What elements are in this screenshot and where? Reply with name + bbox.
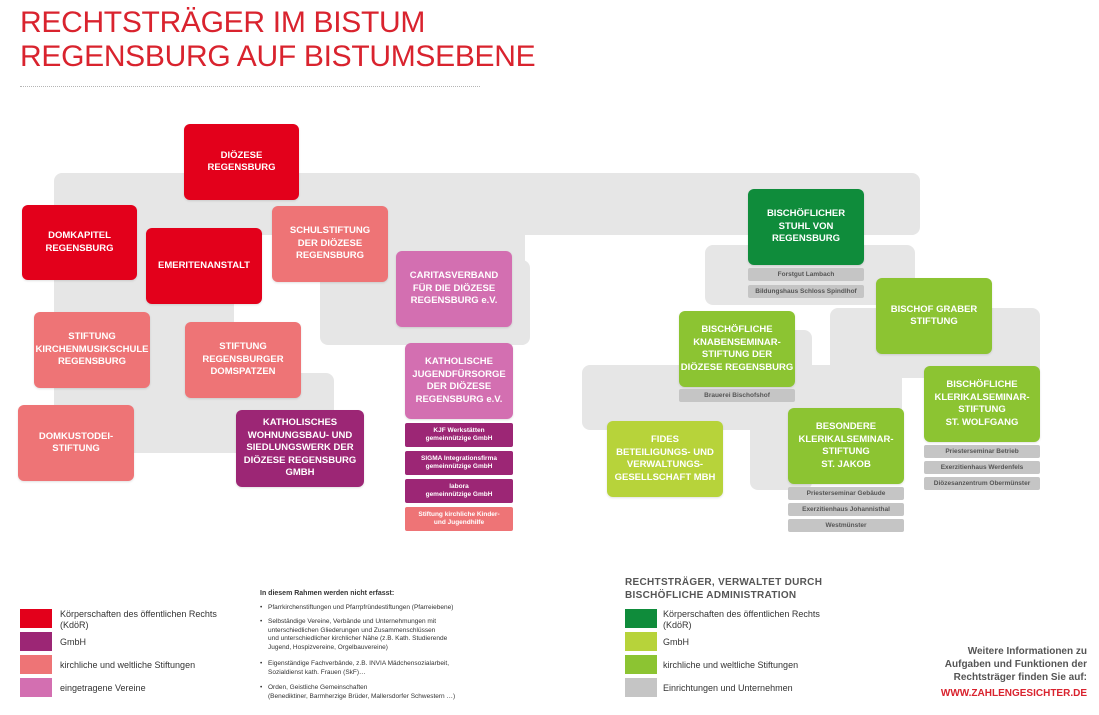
forstgut-box: Forstgut Lambach xyxy=(748,268,864,281)
dioezesanzentrum-box: Diözesanzentrum Obermünster xyxy=(924,477,1040,490)
domkapitel-box: DOMKAPITEL REGENSBURG xyxy=(22,205,137,280)
legend-label-kdoer: Körperschaften des öffentlichen Rechts (KdöR) xyxy=(60,609,217,630)
title-divider xyxy=(20,86,480,87)
kjf-werkstaetten-box: KJF Werkstätten gemeinnützige GmbH xyxy=(405,423,513,447)
dioezese-box: DIÖZESE REGENSBURG xyxy=(184,124,299,200)
note-bullet-3: • xyxy=(260,660,263,667)
caritas-box: CARITASVERBAND FÜR DIE DIÖZESE REGENSBURG e.V. xyxy=(396,251,512,327)
knabenseminar-box: BISCHÖFLICHE KNABENSEMINAR- STIFTUNG DER DIÖZESE REGENSBURG xyxy=(679,311,795,387)
legend-label-gmbh: GmbH xyxy=(60,637,87,647)
notes-heading: In diesem Rahmen werden nicht erfasst: xyxy=(260,590,395,597)
fides-box: FIDES BETEILIGUNGS- UND VERWALTUNGS- GESELLSCHAFT MBH xyxy=(607,421,723,497)
legend-right-swatch-gmbh xyxy=(625,632,657,651)
note-bullet-1: • xyxy=(260,604,263,611)
schulstiftung-box: SCHULSTIFTUNG DER DIÖZESE REGENSBURG xyxy=(272,206,388,282)
jugendfuersorge-box: KATHOLISCHE JUGENDFÜRSORGE DER DIÖZESE REGENSBURG e.V. xyxy=(405,343,513,419)
note-bullet-4: • xyxy=(260,684,263,691)
page-title xyxy=(20,6,535,74)
emeritenanstalt-box: EMERITENANSTALT xyxy=(146,228,262,304)
klerikal-wolfgang-box: BISCHÖFLICHE KLERIKALSEMINAR- STIFTUNG ST. WOLFGANG xyxy=(924,366,1040,442)
graber-box: BISCHOF GRABER STIFTUNG xyxy=(876,278,992,354)
brauerei-box: Brauerei Bischofshof xyxy=(679,389,795,402)
klerikal-jakob-box: BESONDERE KLERIKALSEMINAR- STIFTUNG ST. JAKOB xyxy=(788,408,904,484)
note-bullet-2: • xyxy=(260,618,263,625)
priesterseminar-gebaeude-box: Priesterseminar Gebäude xyxy=(788,487,904,500)
more-info-text: Weitere Informationen zu Aufgaben und Funktionen der Rechtsträger finden Sie auf: xyxy=(944,646,1087,683)
note-item-1: Pfarrkirchenstiftungen und Pfarrpfründestiftungen (Pfarreiebene) xyxy=(268,604,454,611)
priesterseminar-betrieb-box: Priesterseminar Betrieb xyxy=(924,445,1040,458)
note-item-4: Orden, Geistliche Gemeinschaften (Benediktiner, Barmherzige Brüder, Mallersdorfer Schwestern …) xyxy=(268,684,456,700)
title-line-1: RECHTSTRÄGER IM BISTUM xyxy=(20,6,426,39)
legend-right-label-gmbh: GmbH xyxy=(663,637,690,647)
exerzitien-werdenfels-box: Exerzitienhaus Werdenfels xyxy=(924,461,1040,474)
more-info-link[interactable]: WWW.ZAHLENGESICHTER.DE xyxy=(940,688,1087,699)
wohnungsbau-box: KATHOLISCHES WOHNUNGSBAU- UND SIEDLUNGSWERK DER DIÖZESE REGENSBURG GMBH xyxy=(236,410,364,487)
legend-right-label-einrichtungen: Einrichtungen und Unternehmen xyxy=(663,683,793,693)
legend-right-heading: RECHTSTRÄGER, VERWALTET DURCH BISCHÖFLICHE ADMINISTRATION xyxy=(625,577,823,601)
legend-right-swatch-stiftungen xyxy=(625,655,657,674)
legend-label-stiftungen: kirchliche und weltliche Stiftungen xyxy=(60,660,196,670)
domkustodei-box: DOMKUSTODEI- STIFTUNG xyxy=(18,405,134,481)
sigma-box: SIGMA Integrationsfirma gemeinnützige GmbH xyxy=(405,451,513,475)
labora-box: labora gemeinnützige GmbH xyxy=(405,479,513,503)
stiftung-kinder-box: Stiftung kirchliche Kinder- und Jugendhilfe xyxy=(405,507,513,531)
legend-right-label-stiftungen: kirchliche und weltliche Stiftungen xyxy=(663,660,799,670)
stuhl-box: BISCHÖFLICHER STUHL VON REGENSBURG xyxy=(748,189,864,265)
legend-right-swatch-einrichtungen xyxy=(625,678,657,697)
legend-right-label-kdoer: Körperschaften des öffentlichen Rechts (KdöR) xyxy=(663,609,820,630)
note-item-3: Eigenständige Fachverbände, z.B. INVIA Mädchensozialarbeit, Sozialdienst kath. Frauen (SkF)… xyxy=(268,660,450,676)
domspatzen-box: STIFTUNG REGENSBURGER DOMSPATZEN xyxy=(185,322,301,398)
legend-right-swatch-kdoer xyxy=(625,609,657,628)
title-line-2: REGENSBURG AUF BISTUMSEBENE xyxy=(20,40,536,73)
exerzitien-johannisthal-box: Exerzitienhaus Johannisthal xyxy=(788,503,904,516)
legend-swatch-kdoer xyxy=(20,609,52,628)
legend-swatch-stiftungen xyxy=(20,655,52,674)
westmuenster-box: Westmünster xyxy=(788,519,904,532)
legend-label-vereine: eingetragene Vereine xyxy=(60,683,146,693)
legend-swatch-gmbh xyxy=(20,632,52,651)
note-item-2: Selbständige Vereine, Verbände und Unternehmungen mit unterschiedlichen Gliederungen und Zusammenschlüssen und unterschiedlicher kirchlicher Nähe (z.B. Kath. Studierende Jugend, Hospizvereine, Orgelbauvereine) xyxy=(268,618,448,651)
kirchenmusik-box: STIFTUNG KIRCHENMUSIKSCHULE REGENSBURG xyxy=(34,312,150,388)
bildungshaus-box: Bildungshaus Schloss Spindlhof xyxy=(748,285,864,298)
legend-swatch-vereine xyxy=(20,678,52,697)
